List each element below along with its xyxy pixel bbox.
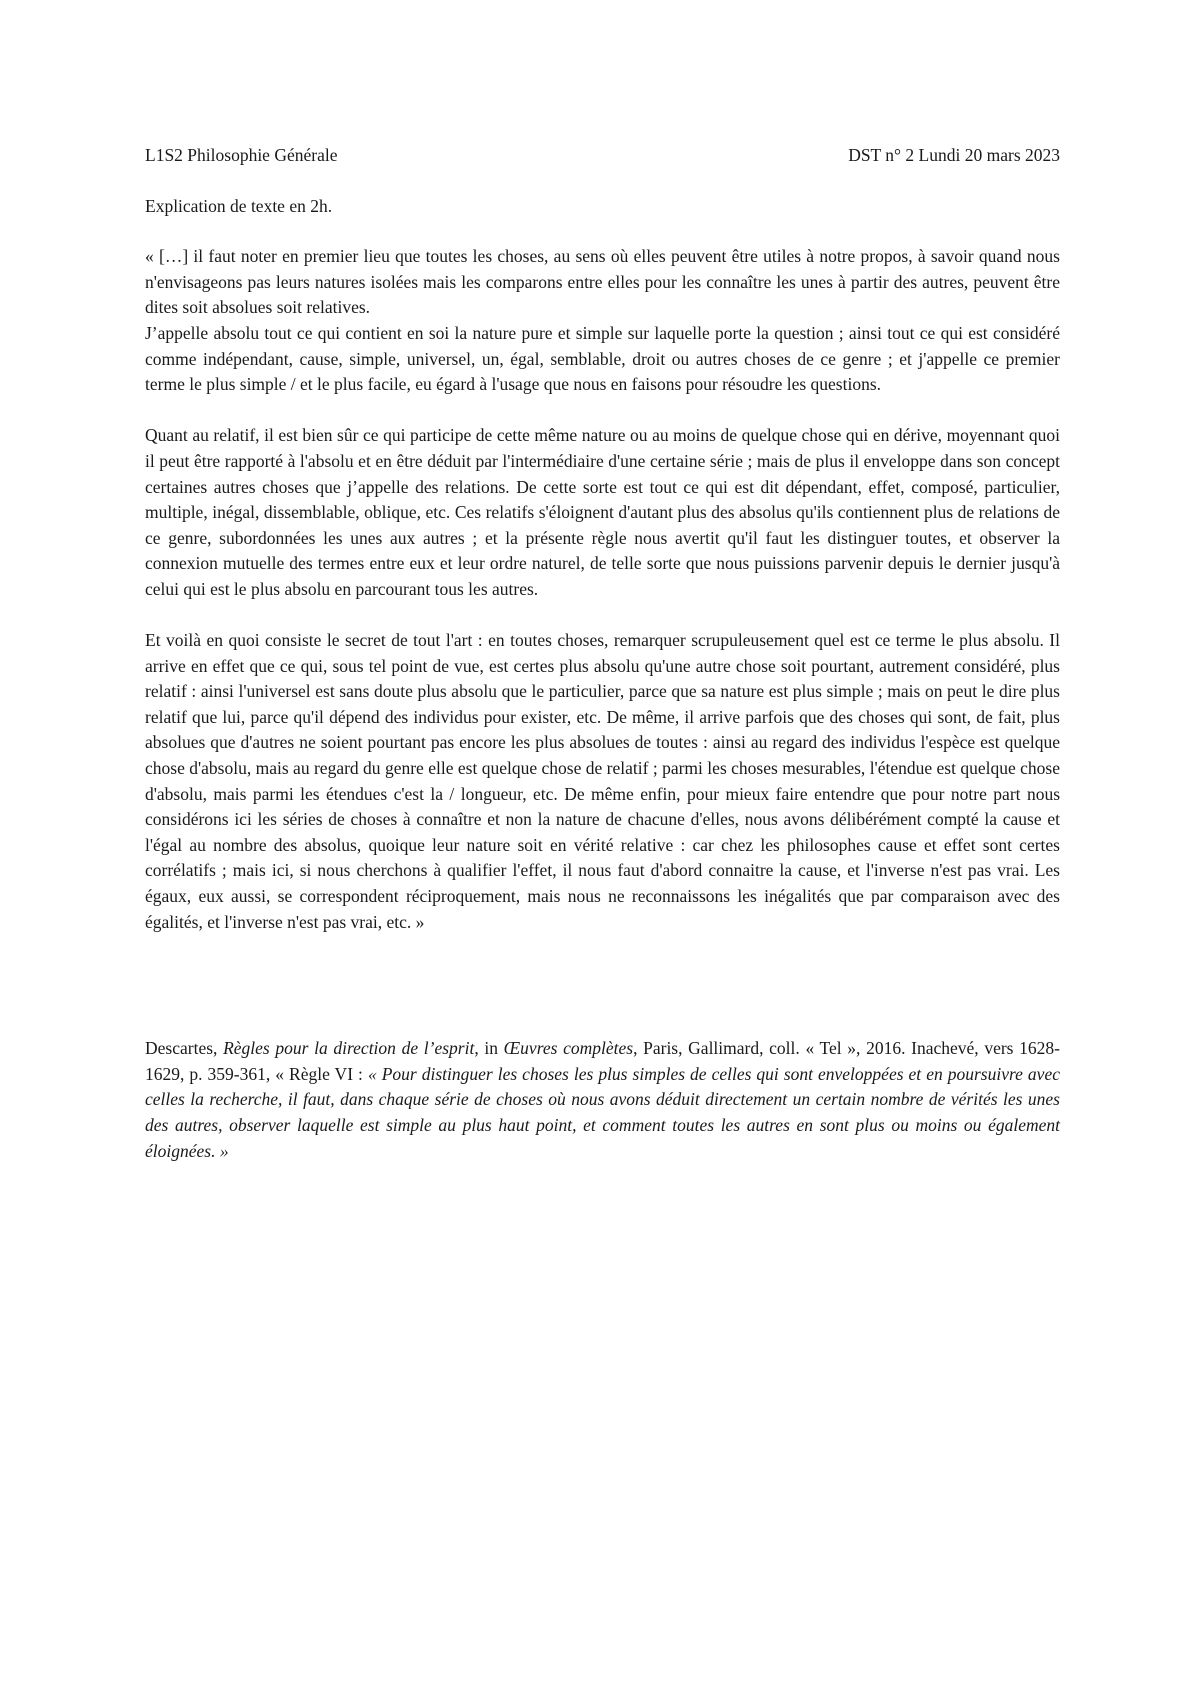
source-details: , Paris, Gallimard, coll. « Tel », 2016. Inachevé, vers 1628-1629, p. 359-361, « Règle VI : (145, 1038, 1060, 1084)
source-title: Règles pour la direction de l’esprit (223, 1038, 475, 1059)
source-rule: « Pour distinguer les choses les plus simples de celles qui sont enveloppées et en poursuivre avec celles la recherche, il faut, dans chaque série de choses où nous avons déduit directement un certain nombre de vérités les unes des autres, observer laquelle est simple au plus haut point, et comment toutes les autres en sont plus ou moins ou également éloignées. » (145, 1063, 1060, 1161)
exam-info: DST n° 2 Lundi 20 mars 2023 (848, 145, 1060, 165)
source-in: , in (474, 1038, 504, 1059)
document-body (145, 143, 1060, 1164)
quoted-text (145, 244, 1060, 935)
source-author: Descartes, (145, 1038, 224, 1059)
course-title: L1S2 Philosophie Générale (145, 145, 338, 165)
quote-paragraph-1: « […] il faut noter en premier lieu que toutes les choses, au sens où elles peuvent être utiles à notre propos, à savoir quand nous n'envisageons pas leurs natures isolées mais les comparons entre elles pour les connaître les unes à partir des autres, peuvent être dites soit absolues soit relatives. (145, 246, 1060, 318)
header (145, 143, 1060, 169)
quote-paragraph-3: Quant au relatif, il est bien sûr ce qui participe de cette même nature ou au moins de quelque chose qui en dérive, moyennant quoi il peut être rapporté à l'absolu et en être déduit par l'intermédiaire d'une certaine série ; mais de plus il enveloppe dans son concept certaines autres choses que j’appelle des relations. De cette sorte est tout ce qui est dit dépendant, effet, composé, particulier, multiple, inégal, dissemblable, oblique, etc. Ces relatifs s'éloignent d'autant plus des absolus qu'ils contiennent plus de relations de ce genre, subordonnées les unes aux autres ; et la présente règle nous avertit qu'il faut les distinguer toutes, et observer la connexion mutuelle des termes entre eux et leur ordre naturel, de telle sorte que nous puissions parvenir depuis le dernier jusqu'à celui qui est le plus absolu en parcourant tous les autres. (145, 425, 1060, 599)
source-work: Œuvres complètes (503, 1038, 634, 1059)
quote-paragraph-2: J’appelle absolu tout ce qui contient en soi la nature pure et simple sur laquelle porte la question ; ainsi tout ce qui est considéré comme indépendant, cause, simple, universel, un, égal, semblable, droit ou autres choses de ce genre ; et j'appelle ce premier terme le plus simple / et le plus facile, eu égard à l'usage que nous en faisons pour résoudre les questions. (145, 322, 1060, 395)
source-citation (145, 1036, 1060, 1164)
instruction: Explication de texte en 2h. (145, 195, 333, 216)
quote-paragraph-4: Et voilà en quoi consiste le secret de tout l'art : en toutes choses, remarquer scrupuleusement quel est ce terme le plus absolu. Il arrive en effet que ce qui, sous tel point de vue, est certes plus absolu qu'une autre chose soit pourtant, autrement considéré, plus relatif : ainsi l'universel est sans doute plus absolu que le particulier, parce que sa nature est plus simple ; mais on peut le dire plus relatif que lui, parce qu'il dépend des individus pour exister, etc. De même, il arrive parfois que des choses qui sont, de fait, plus absolues que d'autres ne soient pourtant pas encore les plus absolues de toutes : ainsi au regard des individus l'espèce est quelque chose d'absolu, mais au regard du genre elle est quelque chose de relatif ; parmi les choses mesurables, l'étendue est quelque chose d'absolu, mais parmi les étendues c'est la / longueur, etc. De même enfin, pour mieux faire entendre que pour notre part nous considérons ici les séries de choses à connaître et non la nature de chacune d'elles, nous avons délibérément compté la cause et l'égal au nombre des absolus, quoique leur nature soit en vérité relative : car chez les philosophes cause et effet sont certes corrélatifs ; mais ici, si nous cherchons à qualifier l'effet, il nous faut d'abord connaitre la cause, et l'inverse n'est pas vrai. Les égaux, eux aussi, se correspondent réciproquement, mais nous ne reconnaissons les inégalités que par comparaison avec des égalités, et l'inverse n'est pas vrai, etc. » (145, 630, 1060, 932)
